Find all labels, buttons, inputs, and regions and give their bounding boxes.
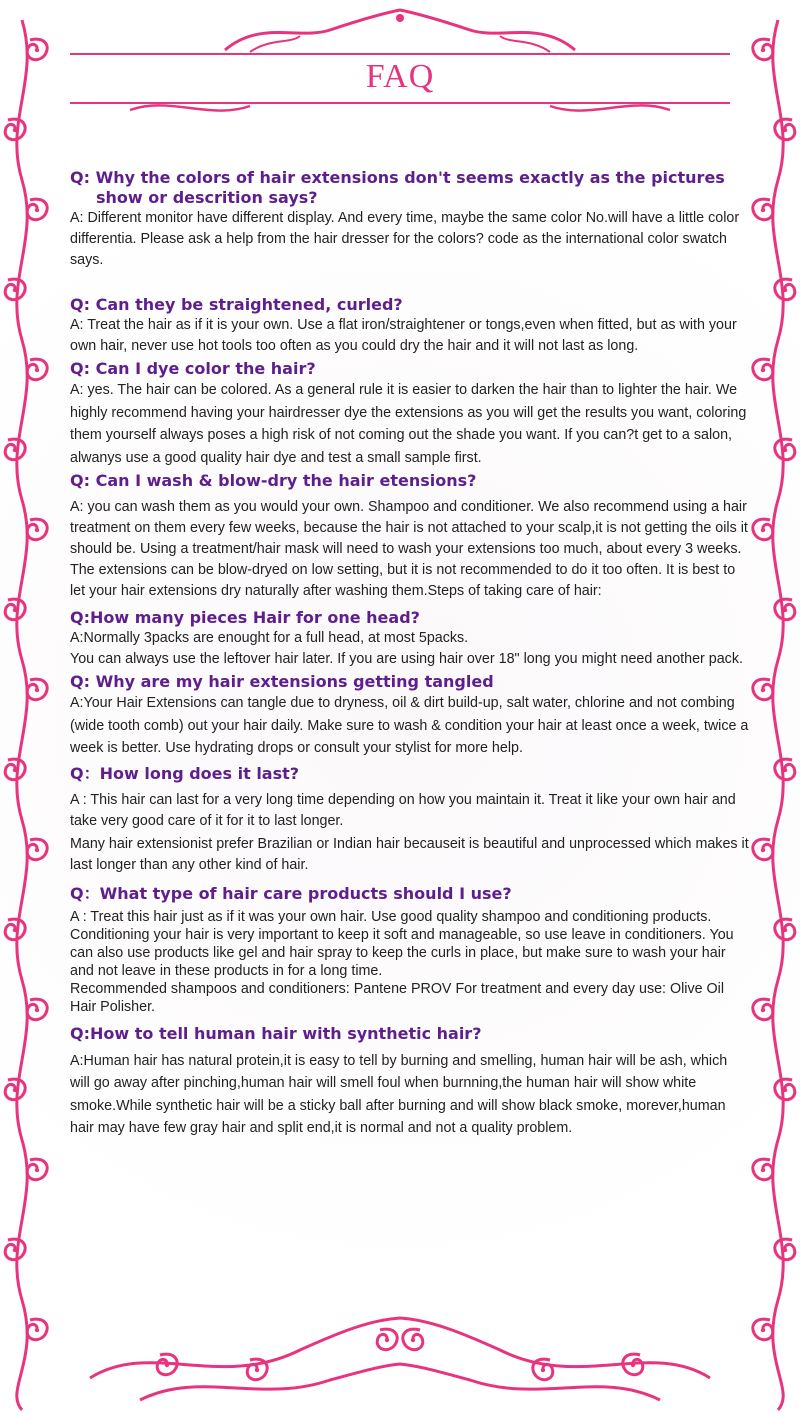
faq-question: Q：What type of hair care products should I use?	[70, 883, 512, 903]
faq-answer: Recommended shampoos and conditioners: Pantene PROV For treatment and every day use: Olive Oil Hair Polisher.	[70, 980, 725, 1015]
faq-item	[70, 168, 750, 271]
faq-answer: A : This hair can last for a very long time depending on how you maintain it. Treat it like your own hair and take very good care of it for it to last longer.	[70, 791, 736, 829]
faq-item	[70, 672, 750, 760]
faq-answer: A:Your Hair Extensions can tangle due to dryness, oil & dirt build-up, salt water, chlorine and not combing (wide tooth comb) out your hair daily. Make sure to wash & condition your hair at least once a week, twice a week is better. Use hydrating drops or consult your stylist for more help.	[70, 695, 749, 756]
faq-answer: A:Human hair has natural protein,it is easy to tell by burning and smelling, human hair will be ash, which will go away after pinching,human hair will smell foul when burnning,the human hair will show white smoke.While synthetic hair will be a sticky ball after burning and will show black smoke, morever,human hair may have few gray hair and split end,it is normal and not a quality problem.	[70, 1052, 728, 1136]
faq-list	[70, 168, 750, 1140]
page-title: FAQ	[365, 58, 435, 95]
faq-answer: Many hair extensionist prefer Brazilian or Indian hair becauseit is beautiful and unprocessed which makes it last longer than any other kind of hair.	[70, 835, 749, 873]
faq-answer: A : Treat this hair just as if it was your own hair. Use good quality shampoo and conditioning products. Conditioning your hair is very important to keep it soft and manageable, so use leave in conditioners. You can also use products like gel and hair spray to keep the curls in place, but make sure to wash your hair and not leave in these products in for a long time.	[70, 908, 734, 979]
faq-item	[70, 1024, 750, 1140]
faq-answer: A: you can wash them as you would your own. Shampoo and conditioner. We also recommend using a hair treatment on them every few weeks, because the hair is not attached to your scalp,it is not getting the oils it should be. Using a treatment/hair mask will need to wash your extensions too much, about every 3 weeks. The extensions can be blow-dryed on low setting, but it is not recommended to do it too often. It is best to let your hair extensions dry naturally after washing them.Steps of taking care of hair:	[70, 499, 748, 599]
faq-question: Q:How many pieces Hair for one head?	[70, 608, 420, 627]
faq-item	[70, 608, 750, 670]
faq-item	[70, 471, 750, 602]
faq-answer: A:Normally 3packs are enought for a full head, at most 5packs.	[70, 630, 469, 646]
faq-question: Q: Can they be straightened, curled?	[70, 295, 403, 314]
faq-answer: A: Treat the hair as if it is your own. Use a flat iron/straightener or tongs,even when fitted, but as with your own hair, never use hot tools too often as you could dry the hair and it will not last as long.	[70, 317, 737, 354]
faq-question: Q: Why the colors of hair extensions don't seems exactly as the pictures show or descrition says?	[70, 168, 725, 207]
faq-item	[70, 764, 750, 876]
faq-item	[70, 884, 750, 1016]
faq-question: Q: Can I dye color the hair?	[70, 359, 316, 378]
faq-question: Q:How to tell human hair with synthetic hair?	[70, 1023, 482, 1043]
right-vine	[773, 20, 783, 1410]
faq-question: Q: Why are my hair extensions getting tangled	[70, 672, 494, 691]
left-vine	[17, 20, 27, 1410]
faq-question: Q: Can I wash & blow-dry the hair etensions?	[70, 471, 477, 490]
faq-answer: A: Different monitor have different display. And every time, maybe the same color No.will have a little color differentia. Please ask a help from the hair dresser for the colors? code as the international color swatch says.	[70, 210, 740, 268]
faq-item	[70, 295, 750, 357]
faq-item	[70, 359, 750, 469]
faq-answer: You can always use the leftover hair later. If you are using hair over 18" long you might need another pack.	[70, 651, 743, 667]
faq-answer: A: yes. The hair can be colored. As a general rule it is easier to darken the hair than to lighter the hair. We highly recommend having your hairdresser dye the extensions as you will get the results you want, coloring them yourself always poses a high risk of not coming out the shade you want. If you can?t get to a salon, alwanys use a good quality hair dye and test a small sample first.	[70, 382, 747, 466]
faq-question: Q：How long does it last?	[70, 763, 300, 783]
